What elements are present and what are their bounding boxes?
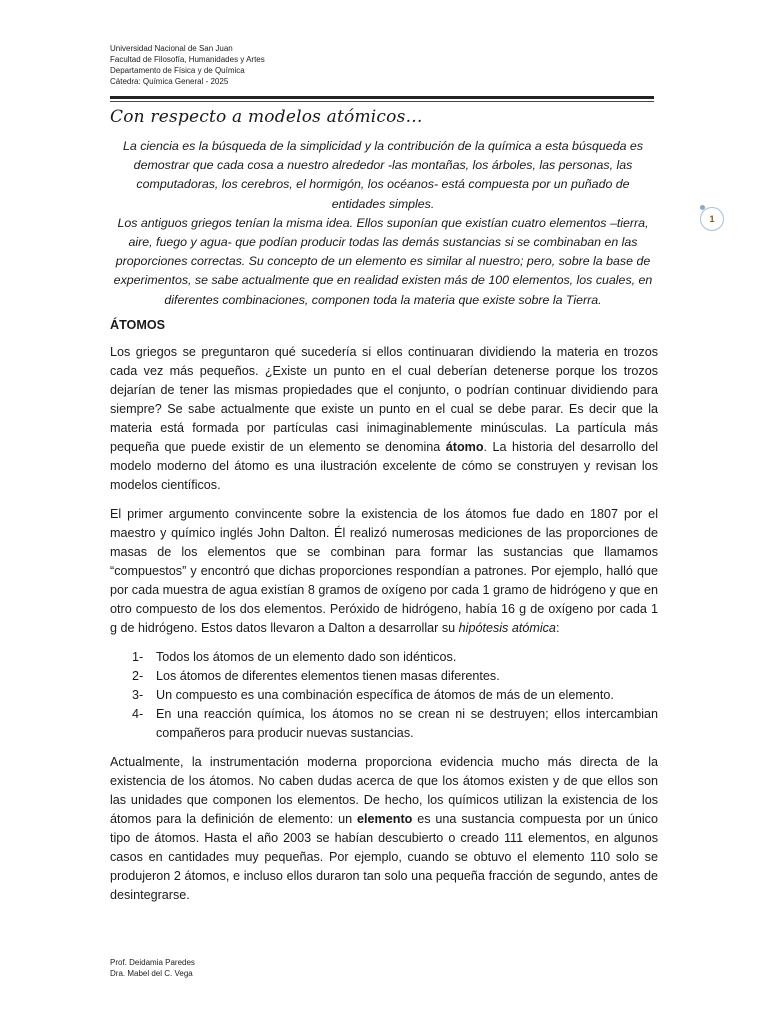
page-number-badge <box>700 207 724 231</box>
header-divider-thin <box>110 101 654 102</box>
authors-footer <box>110 957 195 979</box>
header-line-course: Cátedra: Química General - 2025 <box>110 77 229 86</box>
list-item: 2- Los átomos de diferentes elementos tienen masas diferentes. <box>132 669 500 683</box>
header-line-faculty: Facultad de Filosofía, Humanidades y Artes <box>110 55 265 64</box>
intro-paragraph-1: La ciencia es la búsqueda de la simplicidad y la contribución de la química a esta búsqueda es demostrar que cada cosa a nuestro alrededor -las montañas, los árboles, las personas, las computadoras, los cerebros, el hormigón, los océanos- está compuesta por un puñado de entidades simples. <box>122 139 644 211</box>
list-item: 4- En una reacción química, los átomos no se crean ni se destruyen; ellos intercambian compañeros para producir nuevas sustancias. <box>132 707 658 740</box>
paragraph-modern-evidence: Actualmente, la instrumentación moderna proporciona evidencia mucho más directa de la existencia de los átomos. No caben dudas acerca de que los átomos existen y de que ellos son las unidades que componen los elementos. De hecho, los químicos utilizan la existencia de los átomos para la definición de elemento: un elemento es una sustancia compuesta por un único tipo de átomos. Hasta el año 2003 se habían descubierto o creado 111 elementos, en algunos casos en cantidades muy pequeñas. Por ejemplo, cuando se obtuvo el elemento 110 solo se produjeron 2 átomos, e incluso ellos duraron tan solo una pequeña fracción de segundo, antes de desintegrarse. <box>110 755 658 902</box>
term-element: elemento <box>357 812 413 826</box>
list-item: 3- Un compuesto es una combinación específica de átomos de más de un elemento. <box>132 688 614 702</box>
header-divider-thick <box>110 96 654 99</box>
body-content <box>110 343 658 915</box>
page-number: 1 <box>709 214 715 224</box>
institution-header <box>110 43 265 87</box>
intro-paragraph-2: Los antiguos griegos tenían la misma idea. Ellos suponían que existían cuatro elementos –tierra, aire, fuego y agua- que podían producir todas las demás sustancias si se combinaban en las proporciones correctas. Su concepto de un elemento es similar al nuestro; pero, sobre la base de experimentos, se sabe actualmente que en realidad existen más de 100 elementos, los cuales, en diferentes combinaciones, componen toda la materia que existe sobre la Tierra. <box>113 215 653 307</box>
hypothesis-list <box>110 648 658 743</box>
paragraph-dalton: El primer argumento convincente sobre la existencia de los átomos fue dado en 1807 por el maestro y químico inglés John Dalton. Él realizó numerosas mediciones de las proporciones de masas de los elementos que se combinan para formar las sustancias que llamamos “compuestos” y encontró que dichas proporciones respondían a patrones. Por ejemplo, halló que por cada muestra de agua existían 8 gramos de oxígeno por cada 1 gramo de hidrógeno y que en otro compuesto de los dos elementos. Peróxido de hidrógeno, había 16 g de oxígeno por cada 1 g de hidrógeno. Estos datos llevaron a Dalton a desarrollar su hipótesis atómica: <box>110 507 658 635</box>
header-line-university: Universidad Nacional de San Juan <box>110 44 233 53</box>
term-atomic-hypothesis: hipótesis atómica <box>458 621 556 635</box>
footer-author-1: Prof. Deidamia Paredes <box>110 958 195 967</box>
footer-author-2: Dra. Mabel del C. Vega <box>110 969 193 978</box>
paragraph-greeks: Los griegos se preguntaron qué sucedería si ellos continuaran dividiendo la materia en trozos cada vez más pequeños. ¿Existe un punto en el cual deberían detenerse porque los trozos dejarían de tener las mismas propiedades que el conjunto, o podrían continuar dividiendo para siempre? Se sabe actualmente que existe un punto en el cual se debe parar. Es decir que la materia está formada por partículas casi inimaginablemente minúsculas. La partícula más pequeña que puede existir de un elemento se denomina átomo. La historia del desarrollo del modelo moderno del átomo es una ilustración excelente de cómo se construyen y revisan los modelos científicos. <box>110 345 658 492</box>
intro-block <box>108 137 658 310</box>
section-heading-atoms: ÁTOMOS <box>110 318 166 332</box>
term-atom: átomo <box>445 440 484 454</box>
list-item: 1- Todos los átomos de un elemento dado son idénticos. <box>132 650 457 664</box>
header-line-department: Departamento de Física y de Química <box>110 66 245 75</box>
page-title: Con respecto a modelos atómicos… <box>110 107 423 127</box>
